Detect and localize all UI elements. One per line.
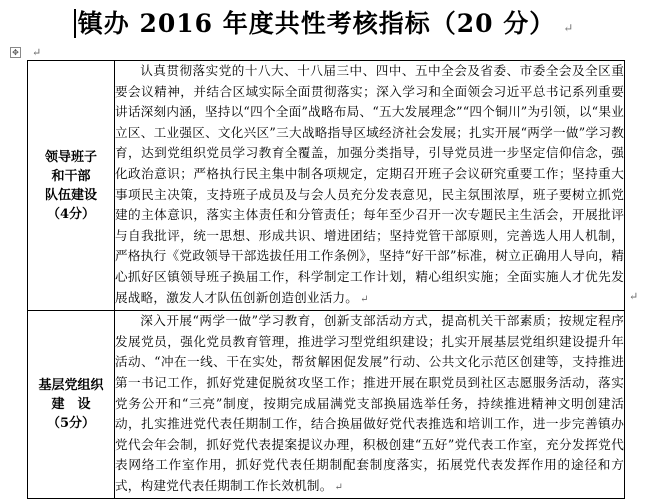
title-prefix: 镇办 xyxy=(74,9,130,38)
paragraph-mark-icon: ↵ xyxy=(360,293,369,305)
assessment-table xyxy=(27,60,625,499)
title-main: 2016 年度共性考核指标（20 分） xyxy=(129,9,556,38)
table-row xyxy=(28,311,625,499)
row-label-line: 领导班子 xyxy=(44,149,97,165)
row-content-cell[interactable] xyxy=(115,311,625,499)
row-content-text: 认真贯彻落实党的十八大、十八届三中、四中、五中全会及省委、市委全会及全区重要会议精神，并结合区域实际全面贯彻落实；深入学习和全面领会习近平总书记系列重要讲话深刻内涵，坚持以“四个全面”战略布局、“五大发展理念”“四个铜川”为引领，以“果业立区、工业强区、文化兴区”三大战略指导区域经济社会发展；扎实开展“两学一做”学习教育，达到党组织党员学习教育全覆盖，加强分类指导，引导党员进一步坚定信仰信念，强化政治意识；严格执行民主集中制各项规定，定期召开班子会议研究重要工作；坚持重大事项民主决策，支持班子成员及与会人员充分发表意见，民主氛围浓厚，班子要树立抓党建的主体意识，落实主体责任和分管责任；每年至少召开一次专题民主生活会，开展批评与自我批评，统一思想、形成共识、增进团结；坚持党管干部原则，完善选人用人机制，严格执行《党政领导干部选拔任用工作条例》，坚持“好干部”标准，树立正确用人导向，精心抓好区镇领导班子换届工作，科学制定工作计划，精心组织实施；全面实施人才优先发展战略，激发人才队伍创新创造创业活力。 xyxy=(115,63,624,305)
document-title xyxy=(0,4,648,44)
row-label-cell[interactable] xyxy=(28,311,115,499)
row-label-line: （5分） xyxy=(46,416,96,432)
row-content-cell[interactable] xyxy=(115,61,625,311)
row-label-cell[interactable] xyxy=(28,61,115,311)
row-label-line: 和干部 xyxy=(51,168,91,184)
table-move-handle-icon[interactable]: ✥ xyxy=(10,47,21,58)
paragraph-mark-icon: ↵ xyxy=(563,21,575,35)
paragraph-mark-icon: ↵ xyxy=(334,481,344,493)
paragraph-mark-icon: ↵ xyxy=(629,290,639,303)
table-row xyxy=(28,61,625,311)
row-label-line: 队伍建设 xyxy=(44,187,97,203)
paragraph-mark-icon: ↵ xyxy=(32,46,42,59)
row-content-text: 深入开展“两学一做”学习教育，创新支部活动方式，提高机关干部素质；按规定程序发展党员，强化党员教育管理，推进学习型党组织建设；扎实开展基层党组织建设提升年活动、“冲在一线、干在实处，帮贫解困促发展”行动、公共文化示范区创建等，支持推进第一书记工作，抓好党建促脱贫攻坚工作；推进开展在职党员到社区志愿服务活动，落实党务公开和“三亮”制度，按期完成届满党支部换届选举任务，持续推进精神文明创建活动，扎实推进党代表任期制工作，结合换届做好党代表推选和培训工作，进一步完善镇办党代会年会制，抓好党代表提案提议办理，积极创建“五好”党代表工作室，充分发挥党代表网络工作室作用，抓好党代表任期制配套制度落实，拓展党代表发挥作用的途径和方式，构建党代表任期制工作长效机制。 xyxy=(115,313,624,493)
row-label-line: （4分） xyxy=(46,206,96,222)
row-label-line: 基层党组织 xyxy=(38,378,104,394)
row-label-line: 建 设 xyxy=(51,397,91,413)
